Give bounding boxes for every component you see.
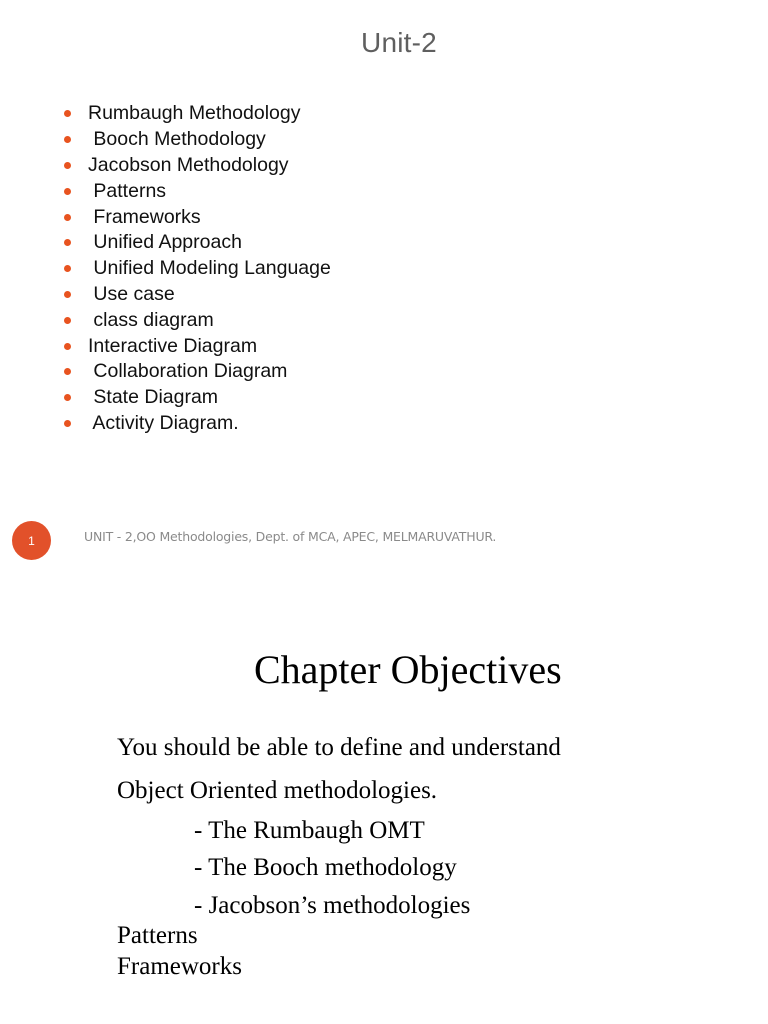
list-item: Rumbaugh Methodology	[64, 101, 331, 127]
objective-item: Patterns	[117, 922, 198, 949]
list-item: Activity Diagram.	[64, 411, 331, 437]
intro-line: Object Oriented methodologies.	[117, 777, 438, 804]
bullet-icon	[64, 394, 71, 401]
slide-chapter-objectives	[0, 600, 768, 1024]
intro-line: You should be able to define and understand	[117, 734, 561, 761]
bullet-icon	[64, 214, 71, 221]
bullet-icon	[64, 239, 71, 246]
bullet-icon	[64, 368, 71, 375]
bullet-icon	[64, 188, 71, 195]
page-number-badge	[12, 521, 51, 560]
sub-item: - The Booch methodology	[194, 854, 457, 881]
bullet-icon	[64, 420, 71, 427]
objective-item: Frameworks	[117, 953, 242, 980]
slide-title: Unit-2	[361, 27, 437, 58]
list-item: Collaboration Diagram	[64, 359, 331, 385]
list-item: Use case	[64, 282, 331, 308]
topic-list	[64, 101, 331, 436]
list-item: Unified Modeling Language	[64, 256, 331, 282]
bullet-icon	[64, 110, 71, 117]
bullet-icon	[64, 162, 71, 169]
sub-item: - Jacobson’s methodologies	[194, 892, 471, 919]
slide-title: Chapter Objectives	[254, 647, 562, 692]
page-number: 1	[28, 533, 35, 548]
list-item: class diagram	[64, 307, 331, 333]
bullet-icon	[64, 317, 71, 324]
bullet-icon	[64, 136, 71, 143]
list-item: Booch Methodology	[64, 127, 331, 153]
list-item: Unified Approach	[64, 230, 331, 256]
bullet-icon	[64, 343, 71, 350]
bullet-icon	[64, 291, 71, 298]
list-item: Frameworks	[64, 204, 331, 230]
list-item: Jacobson Methodology	[64, 153, 331, 179]
list-item: Patterns	[64, 178, 331, 204]
list-item: Interactive Diagram	[64, 333, 331, 359]
sub-item: - The Rumbaugh OMT	[194, 817, 425, 844]
slide-footer: UNIT - 2,OO Methodologies, Dept. of MCA, APEC, MELMARUVATHUR.	[84, 529, 497, 544]
list-item: State Diagram	[64, 385, 331, 411]
bullet-icon	[64, 265, 71, 272]
